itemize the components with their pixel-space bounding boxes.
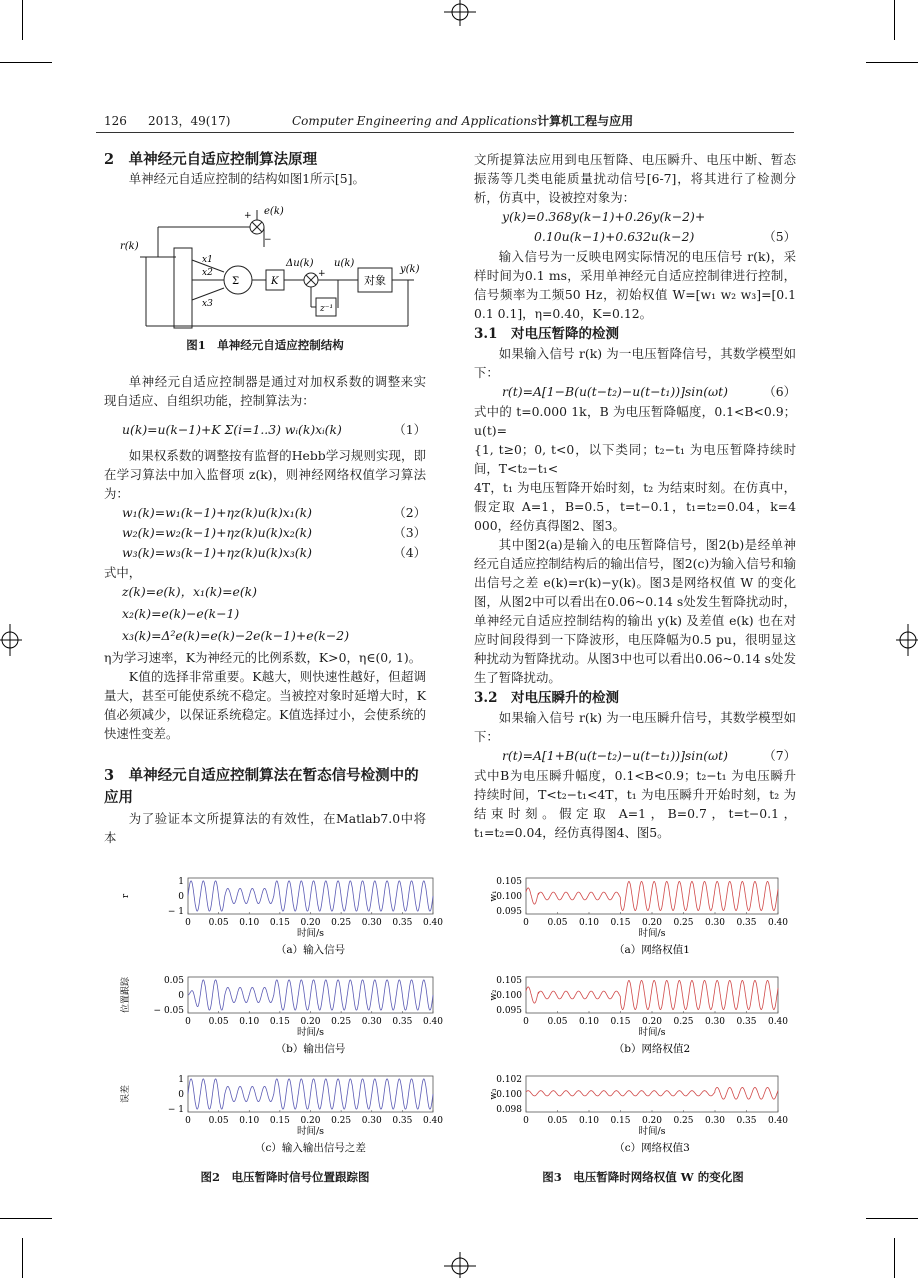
y-tick-label: 0.05 xyxy=(163,976,184,986)
subplot-caption: （c）网络权值3 xyxy=(614,1142,690,1154)
fig1-label-r: r(k) xyxy=(120,241,139,252)
x-tick-label: 0.20 xyxy=(300,1116,321,1126)
x-tick-label: 0.30 xyxy=(704,1017,726,1027)
paragraph-controller: 单神经元自适应控制器是通过对加权系数的调整来实现自适应、自组织功能，控制算法为： xyxy=(104,374,426,408)
y-tick-label: − 1 xyxy=(167,1105,184,1115)
subplot-caption: （c）输入输出信号之差 xyxy=(255,1142,366,1154)
equation-4-body: w₃(k)=w₃(k−1)+ηz(k)u(k)x₃(k) xyxy=(122,545,312,560)
crop-mark xyxy=(894,0,895,40)
y-tick-label: 0.100 xyxy=(496,991,522,1001)
fig1-label-sigma: Σ xyxy=(232,276,240,287)
x-tick-label: 0.10 xyxy=(578,1116,600,1126)
fig1-label-minus: − xyxy=(264,235,272,245)
figure-3-caption: 图3 电压暂降时网络权值 W 的变化图 xyxy=(542,1170,744,1184)
issue-info: 2013，49(17) xyxy=(148,114,231,128)
subplot-frame xyxy=(526,977,778,1013)
paragraph-hebb: 如果权系数的调整按有监督的Hebb学习规则实现，即在学习算法中加入监督项 z(k)，则神经网络权值学习算法为： xyxy=(104,448,426,501)
y-axis-label: w₃ xyxy=(489,1088,499,1100)
definition-x3: x₃(k)=Δ²e(k)=e(k)−2e(k−1)+e(k−2) xyxy=(122,628,350,643)
registration-mark xyxy=(0,620,22,660)
x-tick-label: 0.05 xyxy=(208,1116,229,1126)
x-axis-label: 时间/s xyxy=(638,1027,666,1038)
fig1-label-y: y(k) xyxy=(400,264,420,275)
x-tick-label: 0.10 xyxy=(578,918,600,928)
crop-mark xyxy=(866,62,918,63)
x-tick-label: 0.15 xyxy=(610,1116,631,1126)
paragraph-sag-model: 如果输入信号 r(k) 为一电压暂降信号，其数学模型如下： xyxy=(474,346,796,380)
fig1-label-x1: x1 xyxy=(202,255,213,265)
x-tick-label: 0.15 xyxy=(610,918,631,928)
crop-mark xyxy=(0,62,52,63)
section-3-intro: 为了验证本文所提算法的有效性，在Matlab7.0中将本 xyxy=(104,811,426,845)
crop-mark xyxy=(22,1238,23,1278)
subplot xyxy=(489,976,788,1055)
fig1-label-u: u(k) xyxy=(334,258,355,269)
registration-mark xyxy=(440,1252,480,1278)
subplot-caption: （a）网络权值1 xyxy=(614,944,690,956)
x-axis-label: 时间/s xyxy=(638,1126,666,1137)
x-tick-label: 0 xyxy=(185,1017,191,1027)
y-tick-label: − 1 xyxy=(167,907,184,917)
y-tick-label: 0.098 xyxy=(496,1105,522,1115)
equation-1-body: u(k)=u(k−1)+K Σ(i=1..3) wᵢ(k)xᵢ(k) xyxy=(122,422,342,437)
x-tick-label: 0.20 xyxy=(641,1017,663,1027)
x-tick-label: 0 xyxy=(523,1116,529,1126)
x-tick-label: 0.15 xyxy=(269,1116,290,1126)
equation-5-line2: 0.10u(k−1)+0.632u(k−2) xyxy=(534,229,695,244)
x-tick-label: 0.15 xyxy=(269,918,290,928)
fig1-label-plant: 对象 xyxy=(364,274,386,287)
fig1-label-K: K xyxy=(271,276,279,287)
y-tick-label: 0 xyxy=(178,1090,184,1100)
page-number: 126 xyxy=(104,114,127,128)
x-tick-label: 0.40 xyxy=(422,918,444,928)
x-tick-label: 0.30 xyxy=(361,1116,382,1126)
section-2-intro: 单神经元自适应控制的结构如图1所示[5]。 xyxy=(128,171,365,186)
journal-title-en: Computer Engineering and Applications xyxy=(292,114,538,128)
x-tick-label: 0.40 xyxy=(767,1116,789,1126)
y-tick-label: − 0.05 xyxy=(153,1006,184,1016)
y-tick-label: 1 xyxy=(178,877,184,887)
x-tick-label: 0.30 xyxy=(704,1116,726,1126)
equation-6 xyxy=(502,382,796,402)
paragraph-input-signal: 输入信号为一反映电网实际情况的电压信号 r(k)，采样时间为0.1 ms，采用单神经元自适应控制律进行控制，信号频率为工频50 Hz，初始权值 W=[w₁ w₂ w₃]=[0.1 0.1 0.1]，η=0.40，K=0.12。 xyxy=(474,249,796,321)
subplot xyxy=(120,1075,443,1154)
paragraph-continuation: 文所提算法应用到电压暂降、电压瞬升、电压中断、暂态振荡等几类电能质量扰动信号[6-7]，将其进行了检测分析，仿真中，设被控对象为： xyxy=(474,152,796,205)
paragraph-k-selection: K值的选择非常重要。K越大，则快速性越好，但超调量大，甚至可能使系统不稳定。当被控对象时延增大时，K值必须减少，以保证系统稳定。K值选择过小，会使系统的快速性变差。 xyxy=(104,669,426,741)
definition-z: z(k)=e(k)，x₁(k)=e(k) xyxy=(122,584,258,599)
equation-5 xyxy=(534,227,796,247)
figure-1-caption: 图1 单神经元自适应控制结构 xyxy=(186,338,344,352)
x-tick-label: 0.05 xyxy=(547,918,568,928)
subplot-frame xyxy=(526,1076,778,1112)
x-tick-label: 0.20 xyxy=(300,918,321,928)
x-tick-label: 0.10 xyxy=(239,1116,260,1126)
x-tick-label: 0.25 xyxy=(673,1116,694,1126)
x-tick-label: 0.05 xyxy=(208,918,229,928)
equation-4-number: （4） xyxy=(393,545,426,560)
paragraph-sag-analysis: 其中图2(a)是输入的电压暂降信号，图2(b)是经单神经元自适应控制结构后的输出信号，图2(c)为输入信号和输出信号之差 e(k)=r(k)−y(k)。图3是网络权值 W 的变化图，从图2中可以看出在0.06~0.14 s处发生暂降扰动时，单神经元自适应控制结构的输出 y(k) 及差值 e(k) 也在对应时间段得到一下降波形，电压降幅为0.5 pu，很明显这种扰动为暂降扰动。从图3中也可以看出0.06~0.14 s处发生了暂降扰动。 xyxy=(474,537,796,685)
x-tick-label: 0.20 xyxy=(641,1116,663,1126)
x-tick-label: 0.40 xyxy=(422,1017,444,1027)
paragraph-sag-params-3: 4T，t₁ 为电压暂降开始时刻，t₂ 为结束时刻。在仿真中，假定取 A=1，B=0.5，t=t−0.1，t₁=t₂=0.04，k=4 000，经仿真得图2、图3。 xyxy=(474,480,796,533)
x-tick-label: 0.30 xyxy=(704,918,726,928)
journal-title-cn: 计算机工程与应用 xyxy=(537,114,634,128)
paragraph-swell-model: 如果输入信号 r(k) 为一电压瞬升信号，其数学模型如下： xyxy=(474,710,796,744)
crop-mark xyxy=(866,1218,918,1219)
x-tick-label: 0 xyxy=(523,1017,529,1027)
where-label: 式中， xyxy=(104,565,142,580)
x-tick-label: 0 xyxy=(185,918,191,928)
x-tick-label: 0.35 xyxy=(392,918,413,928)
y-axis-label: w₂ xyxy=(489,989,499,1001)
right-column xyxy=(474,150,796,842)
subplot xyxy=(120,976,443,1055)
x-tick-label: 0.10 xyxy=(239,1017,260,1027)
x-tick-label: 0.05 xyxy=(547,1017,568,1027)
x-tick-label: 0.40 xyxy=(422,1116,444,1126)
y-tick-label: 0 xyxy=(178,892,184,902)
x-tick-label: 0.25 xyxy=(331,1116,352,1126)
x-tick-label: 0.40 xyxy=(767,1017,789,1027)
subplot-caption: （b）输出信号 xyxy=(275,1043,346,1055)
subplot-caption: （a）输入信号 xyxy=(275,944,346,956)
x-tick-label: 0.25 xyxy=(331,918,352,928)
x-tick-label: 0.10 xyxy=(239,918,260,928)
x-tick-label: 0.05 xyxy=(547,1116,568,1126)
x-axis-label: 时间/s xyxy=(296,1126,325,1137)
y-tick-label: 0 xyxy=(178,991,184,1001)
left-column-body xyxy=(104,372,426,847)
equation-6-number: （6） xyxy=(763,384,796,399)
y-axis-label: 误差 xyxy=(121,1084,131,1104)
equation-2 xyxy=(122,503,426,523)
x-tick-label: 0.35 xyxy=(392,1017,413,1027)
paragraph-sag-params-1: 式中的 t=0.000 1k，B 为电压暂降幅度，0.1<B<0.9；u(t)= xyxy=(474,404,796,438)
x-tick-label: 0.30 xyxy=(361,1017,382,1027)
equation-3 xyxy=(122,523,426,543)
x-tick-label: 0 xyxy=(523,918,529,928)
x-tick-label: 0.30 xyxy=(361,918,382,928)
x-tick-label: 0.25 xyxy=(673,1017,694,1027)
paragraph-swell-params: 式中B为电压瞬升幅度，0.1<B<0.9；t₂−t₁ 为电压瞬升持续时间，T<t₂−t₁<4T，t₁ 为电压瞬升开始时刻，t₂ 为结束时刻。假定取 A=1，B=0.7，t=t−0.1，t₁=t₂=0.04，经仿真得图4、图5。 xyxy=(474,768,796,840)
subplot xyxy=(121,877,443,956)
section-3-title: 3 单神经元自适应控制算法在暂态信号检测中的应用 xyxy=(104,767,419,806)
x-axis-label: 时间/s xyxy=(638,928,666,939)
equation-6-body: r(t)=A[1−B(u(t−t₂)−u(t−t₁))]sin(ωt) xyxy=(502,384,728,399)
figure-1-diagram xyxy=(118,202,438,332)
y-tick-label: 0.102 xyxy=(496,1075,522,1085)
equation-4 xyxy=(122,543,426,563)
subplot xyxy=(489,877,788,956)
equation-2-number: （2） xyxy=(393,505,426,520)
x-tick-label: 0 xyxy=(185,1116,191,1126)
x-tick-label: 0.35 xyxy=(736,1116,757,1126)
x-tick-label: 0.40 xyxy=(767,918,789,928)
x-tick-label: 0.35 xyxy=(736,1017,757,1027)
x-tick-label: 0.05 xyxy=(208,1017,229,1027)
header-rule xyxy=(96,132,794,133)
x-axis-label: 时间/s xyxy=(296,928,325,939)
subplot-frame xyxy=(526,878,778,914)
x-tick-label: 0.15 xyxy=(610,1017,631,1027)
y-axis-label: w₁ xyxy=(489,890,499,902)
equation-7-number: （7） xyxy=(763,748,796,763)
registration-mark xyxy=(896,620,918,660)
y-tick-label: 1 xyxy=(178,1075,184,1085)
fig1-label-du: Δu(k) xyxy=(286,258,314,269)
equation-5-number: （5） xyxy=(763,229,796,244)
y-axis-label: 位置跟踪 xyxy=(121,976,131,1014)
left-column xyxy=(104,150,426,188)
fig1-label-e: e(k) xyxy=(264,206,284,217)
fig1-label-plus2: + xyxy=(318,269,326,279)
definition-eta: η为学习速率，K为神经元的比例系数，K>0，η∈(0, 1)。 xyxy=(104,650,422,665)
section-3-2-title: 3.2 对电压瞬升的检测 xyxy=(474,690,619,706)
equation-1-number: （1） xyxy=(393,422,426,437)
y-axis-label: r xyxy=(121,893,131,899)
y-tick-label: 0.095 xyxy=(496,1006,522,1016)
equation-1 xyxy=(122,420,426,440)
x-tick-label: 0.15 xyxy=(269,1017,290,1027)
y-tick-label: 0.105 xyxy=(496,877,522,887)
x-tick-label: 0.25 xyxy=(673,918,694,928)
registration-mark xyxy=(440,0,480,26)
y-tick-label: 0.100 xyxy=(496,1090,522,1100)
x-tick-label: 0.25 xyxy=(331,1017,352,1027)
section-3-1-title: 3.1 对电压暂降的检测 xyxy=(474,326,619,342)
y-tick-label: 0.095 xyxy=(496,907,522,917)
paragraph-sag-params-2: {1, t≥0；0, t<0，以下类同；t₂−t₁ 为电压暂降持续时间，T<t₂−t₁< xyxy=(474,442,796,476)
y-tick-label: 0.100 xyxy=(496,892,522,902)
x-tick-label: 0.20 xyxy=(641,918,663,928)
figure-2-plots xyxy=(120,872,450,1202)
figure-3-plots xyxy=(488,872,798,1202)
subplot xyxy=(489,1075,788,1154)
section-2-title: 2 单神经元自适应控制算法原理 xyxy=(104,151,318,168)
fig1-label-zinv: z⁻¹ xyxy=(320,304,334,314)
x-tick-label: 0.35 xyxy=(736,918,757,928)
definition-x2: x₂(k)=e(k)−e(k−1) xyxy=(122,606,240,621)
crop-mark xyxy=(0,1218,52,1219)
journal-title xyxy=(292,112,633,131)
x-tick-label: 0.35 xyxy=(392,1116,413,1126)
y-tick-label: 0.105 xyxy=(496,976,522,986)
x-tick-label: 0.20 xyxy=(300,1017,321,1027)
equation-3-number: （3） xyxy=(393,525,426,540)
equation-7 xyxy=(502,746,796,766)
x-axis-label: 时间/s xyxy=(296,1027,325,1038)
equation-5-line1: y(k)=0.368y(k−1)+0.26y(k−2)+ xyxy=(502,209,706,224)
figure-2-caption: 图2 电压暂降时信号位置跟踪图 xyxy=(200,1170,370,1184)
subplot-caption: （b）网络权值2 xyxy=(613,1043,691,1055)
equation-2-body: w₁(k)=w₁(k−1)+ηz(k)u(k)x₁(k) xyxy=(122,505,312,520)
fig1-label-x3: x3 xyxy=(202,299,213,309)
equation-3-body: w₂(k)=w₂(k−1)+ηz(k)u(k)x₂(k) xyxy=(122,525,312,540)
equation-7-body: r(t)=A[1+B(u(t−t₂)−u(t−t₁))]sin(ωt) xyxy=(502,748,728,763)
x-tick-label: 0.10 xyxy=(578,1017,600,1027)
fig1-label-plus: + xyxy=(244,211,252,221)
fig1-label-x2: x2 xyxy=(202,268,213,278)
crop-mark xyxy=(22,0,23,40)
crop-mark xyxy=(894,1238,895,1278)
